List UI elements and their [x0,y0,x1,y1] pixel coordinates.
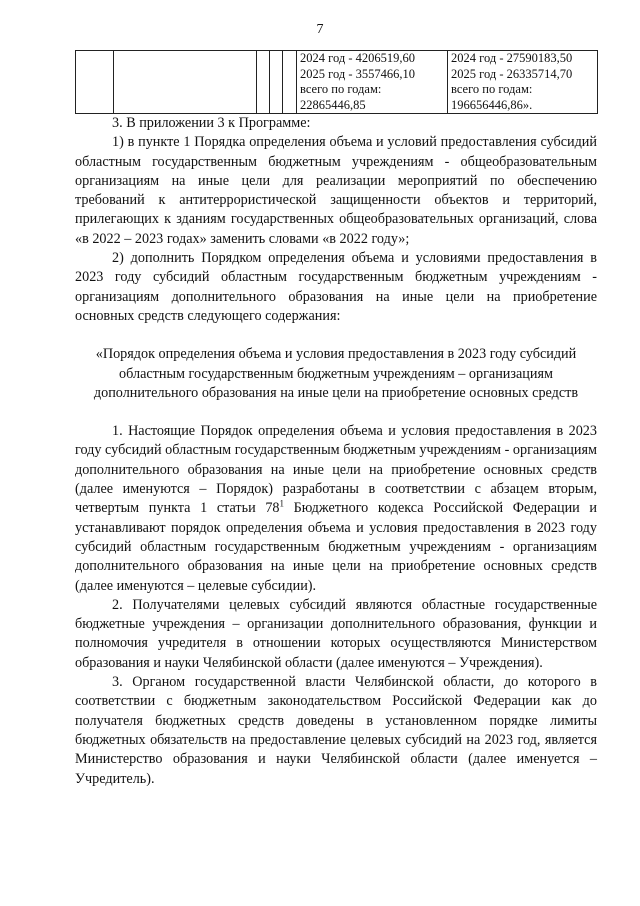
cell-line: всего по годам: [300,82,382,96]
cell-line: 2025 год - 26335714,70 [451,66,573,81]
paragraph-item-2: 2) дополнить Порядком определения объема и условиями предоставления в 2023 году субсидий областным государственным бюджетным учреждениям - организациям дополнительного образования на иные цели на приобретение основных средств следующего содержания: [75,250,597,324]
clause-1-superscript: 1 [279,498,285,509]
table-cell-amounts-a [297,51,448,114]
table-cell-empty [270,51,283,114]
cell-line: всего по годам: [451,82,533,96]
page-number: 7 [316,22,324,37]
paragraph-clause-3: 3. Органом государственной власти Челябинской области, до которого в соответствии с бюджетным законодательством Российской Федерации как до получателя бюджетных средств доведены в установленном порядке лимиты бюджетных обязательств на предоставление целевых субсидий на 2023 год, является Министерство образования и науки Челябинской области (далее именуется – Учредитель). [75,674,597,787]
table-cell-empty [257,51,270,114]
paragraph-clause-2: 2. Получателями целевых субсидий являются областные государственные бюджетные учреждения – организации дополнительного образования, функции и полномочия учредителя в отношении которых осуществляются Министерством образования и науки Челябинской области (далее именуются – Учреждения). [75,596,597,671]
cell-line: 2024 год - 4206519,60 [300,51,415,65]
procedure-title: «Порядок определения объема и условия предоставления в 2023 году субсидий областным государственным бюджетным учреждениям – организациям дополнительного образования на иные цели на приобретение основных средств [93,346,579,401]
document-body [75,114,597,789]
table-cell-amounts-b [448,51,598,114]
cell-line: 22865446,85 [300,97,366,112]
spacer [75,326,597,345]
table-row [76,51,598,114]
spacer [75,403,597,422]
cell-line: 196656446,86». [451,97,533,112]
paragraph-item-1: 1) в пункте 1 Порядка определения объема и условий предоставления субсидий областным государственным бюджетным учреждениям - общеобразовательным организациям на иные цели для реализации мероприятий по обеспечению требований к антитеррористической защищенности объектов и территорий, прилегающих к зданиям государственных общеобразовательных организаций, слова «в 2022 – 2023 годах» заменить словами «в 2022 году»; [75,134,597,247]
paragraph-appendix-3: 3. В приложении 3 к Программе: [112,115,311,131]
budget-table-fragment [75,50,598,114]
table-cell-empty [283,51,297,114]
paragraph-clause-1 [75,422,597,596]
cell-line: 2025 год - 3557466,10 [300,66,415,81]
table-cell-empty [76,51,114,114]
clause-1-text-a: 1. Настоящие Порядок определения объема и условия предоставления в 2023 году субсидий областным государственным бюджетным учреждениям - организациям дополнительного образования на иные цели на приобретение основных средств (далее именуются – Порядок) разработаны в соответствии с абзацем вторым, четвертым пункта 1 статьи 78 [75,423,597,517]
clause-1-text-b: Бюджетного кодекса Российской Федерации и устанавливают порядок определения объема и условия предоставления в 2023 году субсидий областным государственным бюджетным учреждениям - организациям дополнительного образования на иные цели на приобретение основных средств (далее именуются – целевые субсидии). [75,500,597,594]
table-cell-empty [114,51,257,114]
cell-line: 2024 год - 27590183,50 [451,51,573,65]
